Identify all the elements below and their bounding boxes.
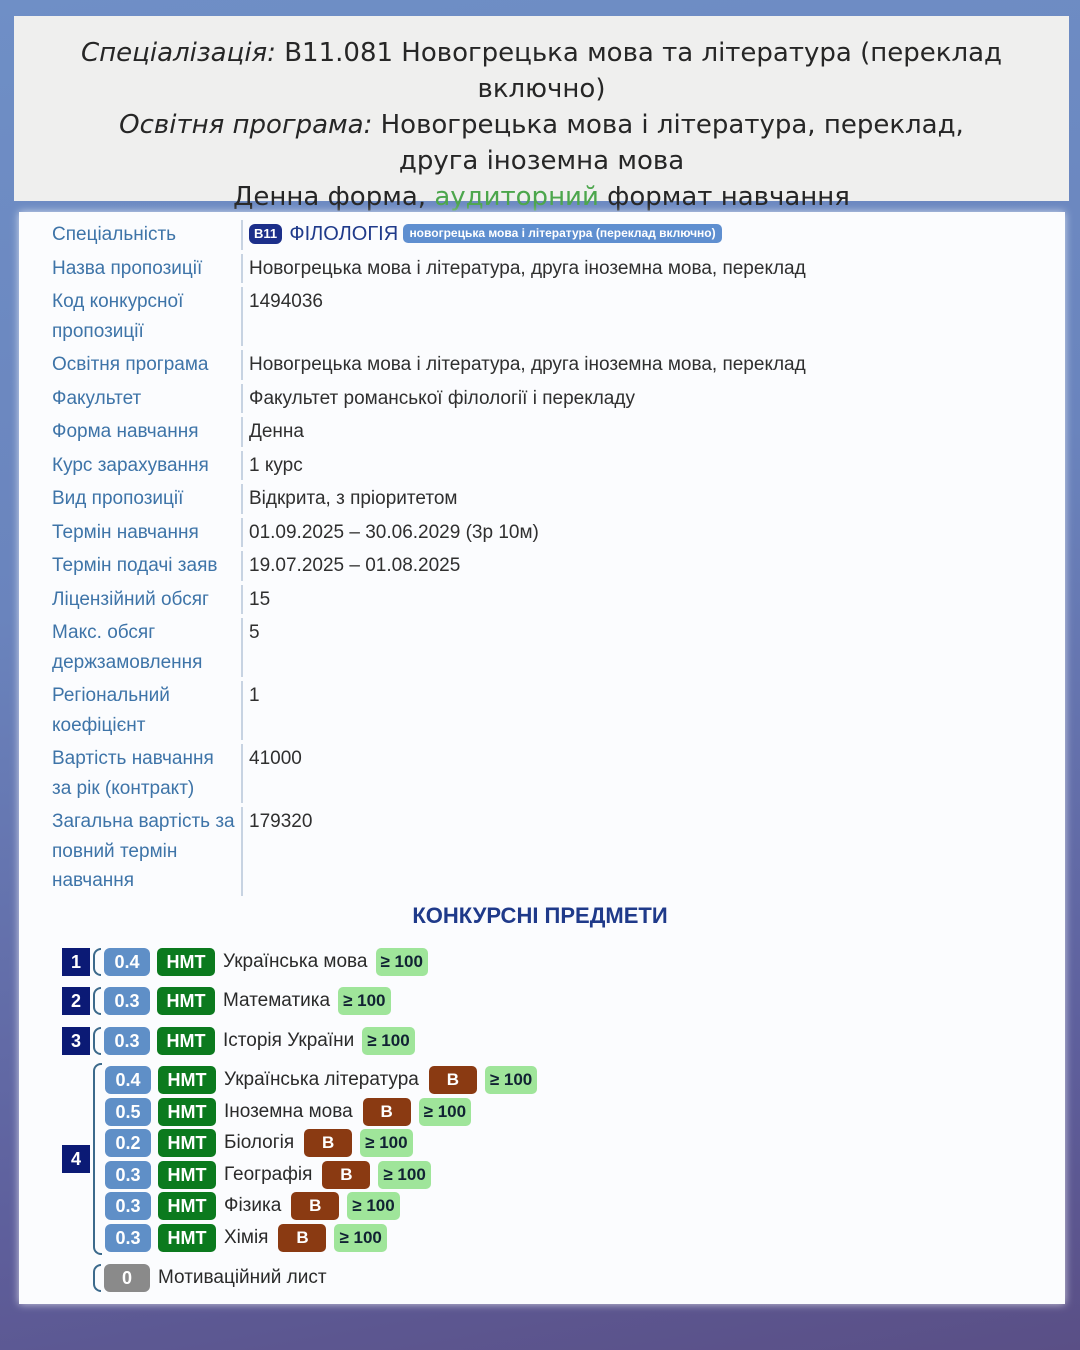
- study-form-line: [14, 179, 1069, 215]
- detail-row: [52, 484, 1032, 514]
- program-line-2: друга іноземна мова: [398, 146, 685, 176]
- detail-label: Освітня програма: [52, 354, 209, 375]
- detail-row: [52, 417, 1032, 447]
- priority-number-group-4: 4: [62, 1145, 90, 1173]
- specialization-value: B11.081 Новогрецька мова та література (переклад включно): [275, 38, 1002, 104]
- choice-badge: В: [429, 1066, 477, 1094]
- specialty-row: [52, 220, 1032, 250]
- priority-number: 3: [62, 1027, 90, 1055]
- detail-value: Відкрита, з пріоритетом: [241, 484, 1032, 514]
- competitive-subjects-title: КОНКУРСНІ ПРЕДМЕТИ: [412, 903, 668, 928]
- elective-subject-row: [102, 1065, 537, 1095]
- choice-badge: В: [363, 1098, 411, 1126]
- test-type-badge: НМТ: [158, 1224, 216, 1252]
- subject-name: Географія: [224, 1164, 313, 1185]
- min-score-badge: ≥ 100: [360, 1129, 412, 1157]
- weight-badge: 0.3: [104, 987, 150, 1015]
- study-form-a: Денна форма,: [233, 182, 435, 212]
- subject-name: Українська література: [224, 1069, 419, 1090]
- detail-label: Регіональний коефіцієнт: [52, 685, 170, 736]
- weight-badge: 0.4: [105, 1066, 151, 1094]
- study-format-highlight: аудиторний: [434, 182, 599, 212]
- detail-value: 5: [241, 618, 1032, 677]
- specialization-badge: новогрецька мова і література (переклад включно): [403, 224, 721, 243]
- detail-label: Ліцензійний обсяг: [52, 588, 209, 610]
- choice-badge: В: [322, 1161, 370, 1189]
- elective-subject-row: [102, 1191, 400, 1221]
- subject-row-2: [62, 986, 391, 1016]
- subject-name: Хімія: [224, 1227, 269, 1248]
- detail-label: Вартість навчання за рік (контракт): [52, 748, 214, 799]
- detail-label: Загальна вартість за повний термін навчання: [52, 811, 235, 891]
- test-type-badge: НМТ: [157, 987, 215, 1015]
- subject-name: Іноземна мова: [224, 1101, 353, 1122]
- title-banner: [14, 16, 1069, 212]
- subject-name: Біологія: [224, 1132, 295, 1153]
- min-score-badge: ≥ 100: [338, 987, 390, 1015]
- detail-value: 19.07.2025 – 01.08.2025: [241, 551, 1032, 581]
- min-score-badge: ≥ 100: [347, 1192, 399, 1220]
- weight-badge: 0.5: [105, 1098, 151, 1126]
- specialty-name: ФІЛОЛОГІЯ: [289, 223, 399, 245]
- offer-details: [52, 220, 1032, 900]
- detail-value: 179320: [241, 807, 1032, 896]
- detail-row: [52, 618, 1032, 677]
- detail-row: [52, 681, 1032, 740]
- detail-value: Новогрецька мова і література, друга іноземна мова, переклад: [241, 254, 1032, 284]
- priority-number: 1: [62, 948, 90, 976]
- subject-name: Історія України: [223, 1030, 355, 1051]
- bracket: [93, 1027, 101, 1055]
- weight-badge: 0.3: [105, 1161, 151, 1189]
- detail-row: [52, 518, 1032, 548]
- weight-badge: 0.4: [104, 948, 150, 976]
- detail-label: Форма навчання: [52, 421, 199, 442]
- detail-label: Код конкурсної пропозиції: [52, 291, 184, 342]
- specialty-code-badge: B11: [249, 224, 282, 244]
- detail-label: Курс зарахування: [52, 454, 209, 476]
- test-type-badge: НМТ: [158, 1066, 216, 1094]
- program-line: [14, 107, 1069, 143]
- elective-subject-row: [102, 1160, 431, 1190]
- detail-label: Термін навчання: [52, 521, 199, 543]
- elective-subject-row: [102, 1097, 471, 1127]
- bracket: [93, 987, 101, 1015]
- specialization-line: [14, 35, 1069, 107]
- program-label: Освітня програма:: [119, 110, 373, 140]
- choice-badge: В: [278, 1224, 326, 1252]
- choice-badge: В: [291, 1192, 339, 1220]
- detail-label: Макс. обсяг держзамовлення: [52, 622, 203, 673]
- detail-value: 1: [241, 681, 1032, 740]
- detail-row: [52, 287, 1032, 346]
- subject-name: Мотиваційний лист: [158, 1267, 327, 1288]
- weight-badge: 0.3: [104, 1027, 150, 1055]
- test-type-badge: НМТ: [158, 1098, 216, 1126]
- subject-row-3: [62, 1026, 415, 1056]
- specialty-value: [241, 220, 1032, 250]
- weight-badge: 0.3: [105, 1224, 151, 1252]
- group-4-bracket: [93, 1063, 102, 1255]
- motivation-letter-row: [93, 1263, 327, 1293]
- detail-value: 15: [241, 585, 1032, 615]
- detail-label: Назва пропозиції: [52, 257, 203, 279]
- test-type-badge: НМТ: [158, 1192, 216, 1220]
- program-value: Новогрецька мова і література, переклад,: [372, 110, 964, 140]
- elective-subject-row: [102, 1128, 413, 1158]
- detail-row: [52, 254, 1032, 284]
- test-type-badge: НМТ: [158, 1129, 216, 1157]
- detail-row: [52, 350, 1032, 380]
- choice-badge: В: [304, 1129, 352, 1157]
- min-score-badge: ≥ 100: [362, 1027, 414, 1055]
- study-form-c: формат навчання: [598, 182, 850, 212]
- detail-label: Вид пропозиції: [52, 488, 184, 509]
- subject-name: Українська мова: [223, 951, 368, 972]
- min-score-badge: ≥ 100: [378, 1161, 430, 1189]
- detail-value: 1 курс: [241, 451, 1032, 481]
- subject-name: Фізика: [224, 1195, 282, 1216]
- min-score-badge: ≥ 100: [419, 1098, 471, 1126]
- specialization-label: Спеціалізація:: [81, 38, 276, 68]
- weight-badge: 0.2: [105, 1129, 151, 1157]
- min-score-badge: ≥ 100: [334, 1224, 386, 1252]
- min-score-badge: ≥ 100: [485, 1066, 537, 1094]
- detail-value: Факультет романської філології і перекладу: [241, 384, 1032, 414]
- priority-number: 2: [62, 987, 90, 1015]
- detail-value: 41000: [241, 744, 1032, 803]
- detail-value: Денна: [241, 417, 1032, 447]
- detail-label: Термін подачі заяв: [52, 555, 218, 576]
- test-type-badge: НМТ: [158, 1161, 216, 1189]
- weight-badge: 0.3: [105, 1192, 151, 1220]
- elective-subject-row: [102, 1223, 387, 1253]
- detail-value: Новогрецька мова і література, друга іноземна мова, переклад: [241, 350, 1032, 380]
- bracket: [93, 1264, 101, 1292]
- specialty-label: Спеціальність: [52, 224, 177, 245]
- detail-row: [52, 807, 1032, 896]
- detail-row: [52, 551, 1032, 581]
- detail-value: 01.09.2025 – 30.06.2029 (3р 10м): [241, 518, 1032, 548]
- detail-row: [52, 451, 1032, 481]
- detail-label: Факультет: [52, 387, 142, 409]
- weight-badge: 0: [104, 1264, 150, 1292]
- bracket: [93, 948, 101, 976]
- test-type-badge: НМТ: [157, 948, 215, 976]
- subject-name: Математика: [223, 990, 331, 1011]
- detail-row: [52, 744, 1032, 803]
- subject-row-1: [62, 947, 428, 977]
- detail-row: [52, 384, 1032, 414]
- test-type-badge: НМТ: [157, 1027, 215, 1055]
- min-score-badge: ≥ 100: [376, 948, 428, 976]
- detail-value: 1494036: [241, 287, 1032, 346]
- detail-row: [52, 585, 1032, 615]
